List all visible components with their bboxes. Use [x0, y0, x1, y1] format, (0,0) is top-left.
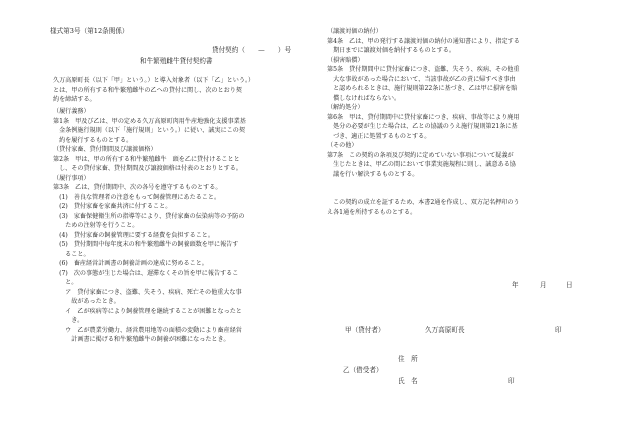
date-month-label: 月 — [540, 281, 547, 289]
article-subitem: き。 — [53, 317, 84, 324]
form-number: 様式第3号（第12条関係） — [50, 27, 129, 35]
article-item: ること。 — [53, 250, 90, 258]
article-subitem: ウ 乙が農業労働力、経営農用地等の面積の変動により畜産経営 — [53, 326, 242, 334]
seal-a: 印 — [555, 326, 562, 334]
party-a-name: 久万高原町長 — [425, 326, 465, 334]
article-item: ための注射等を行うこと。 — [53, 222, 139, 229]
party-a-label: 甲（貸付者） — [345, 326, 385, 334]
date-day-label: 日 — [566, 281, 573, 289]
article-subitem: 計画書に掲げる和牛繁殖雌牛の飼養が困難になったとき。 — [53, 336, 230, 343]
article-line: 議を行い解決するものとする。 — [327, 170, 419, 178]
document-title: 和牛繁殖雌牛貸付契約書 — [140, 57, 213, 65]
article-line: 大な事故があった場合において、当該事故が乙の責に帰すべき事由 — [327, 75, 516, 83]
party-b-label: 乙（借受者） — [343, 366, 383, 374]
article-line: づき、適正に処置するものとする。 — [327, 132, 431, 140]
article-line: 第1条 甲及び乙は、甲の定める久万高原町肉用牛産地強化支援事業基 — [53, 117, 246, 125]
left-articles — [53, 107, 246, 345]
article-subitem: ア 貸付家畜につき、盗難、失そう、疾病、死亡その他重大な事 — [53, 288, 242, 296]
article-heading: （履行義務） — [53, 108, 90, 115]
article-line: 第6条 甲は、貸付期間中に貸付家畜につき、疾病、事故等により廃用 — [327, 113, 520, 121]
right-articles — [327, 27, 520, 179]
article-heading: （その他） — [327, 142, 358, 149]
article-item: (3) 家畜保健衛生所の指導等により、貸付家畜の伝染病等の予防の — [53, 212, 245, 220]
article-line: 第2条 甲は、甲の所有する和牛繁殖雌牛 頭を乙に貸付けることと — [53, 155, 240, 163]
article-line: し、その貸付家畜、貸付期間及び譲渡価格は付表のとおりとする。 — [53, 165, 242, 172]
article-line: 期日までに譲渡対価を納付するものとする。 — [327, 47, 455, 54]
article-item: (7) 次の事態が生じた場合は、遅滞なくその旨を甲に報告するこ — [53, 269, 239, 277]
article-subitem: イ 乙が疾病等により飼養管理を継続することが困難となったと — [53, 307, 242, 315]
article-line: 償しなければならない。 — [327, 94, 401, 102]
name-label: 氏 名 — [398, 377, 418, 385]
closing-line: え各1通を所持するものとする。 — [327, 208, 417, 216]
intro-line: 約を締結する。 — [53, 96, 96, 103]
article-heading: （履行事項） — [53, 174, 90, 182]
article-item: (4) 貸付家畜の飼養管理に要する経費を負担すること。 — [53, 231, 214, 239]
contract-number-label: 貸付契約（ — ）号 — [212, 46, 292, 54]
address-label: 住 所 — [398, 355, 418, 363]
intro-paragraph — [53, 76, 254, 105]
article-line: と認められるときは、施行規則第22条に基づき、乙は甲に損害を賠 — [327, 85, 518, 92]
article-heading: （解約処分） — [327, 104, 364, 111]
article-heading: （貸付家畜、貸付期間及び譲渡価格） — [53, 146, 157, 153]
article-heading: （譲渡対価の納付） — [327, 28, 382, 35]
closing-paragraph — [327, 198, 520, 217]
article-line: 第3条 乙は、貸付期間中、次の各号を遵守するものとする。 — [53, 184, 222, 191]
article-heading: （損害賠償） — [327, 56, 364, 64]
article-item: (6) 畜産経営計画書の飼養計画の達成に努めること。 — [53, 260, 208, 267]
intro-line: とは、甲の所有する和牛繁殖雌牛の乙への貸付に関し、次のとおり契 — [53, 86, 242, 94]
article-subitem: 故があったとき。 — [53, 298, 120, 305]
closing-line: この契約の成立を証するため、本書2通を作成し、双方記名押印のう — [327, 199, 520, 206]
article-line: 第5条 貸付期間中に貸付家畜につき、盗難、失そう、疾病、その他重 — [327, 66, 520, 73]
seal-b: 印 — [508, 377, 515, 385]
article-line: 約を履行するものとする。 — [53, 136, 133, 144]
article-item: (2) 貸付家畜を家畜共済に付すること。 — [53, 203, 172, 210]
article-line: 第7条 この契約の条項及び契約に定めていない事項について疑義が — [327, 151, 514, 159]
article-line: 生じたときは、甲乙の間において事業実施規程に則し、誠意ある協 — [327, 161, 516, 168]
intro-line: 久万高原町長（以下「甲」という。）と導入対象者（以下「乙」という。） — [53, 77, 255, 84]
article-line: 処分の必要が生じた場合は、乙との協議のうえ施行規則第21条に基 — [327, 123, 518, 130]
date-year-label: 年 — [512, 281, 519, 289]
article-item: と。 — [53, 279, 78, 286]
article-item: (1) 善良な管理者の注意をもって飼養管理にあたること。 — [53, 193, 221, 201]
article-line: 金条例施行規則（以下「施行規則」という。）に従い、誠実にこの契 — [53, 127, 245, 134]
article-item: (5) 貸付期間中毎年度末の和牛繁殖雌牛の飼養頭数を甲に報告す — [53, 241, 239, 248]
article-line: 第4条 乙は、甲の発行する譲渡対価の納付の通知書により、指定する — [327, 37, 520, 45]
